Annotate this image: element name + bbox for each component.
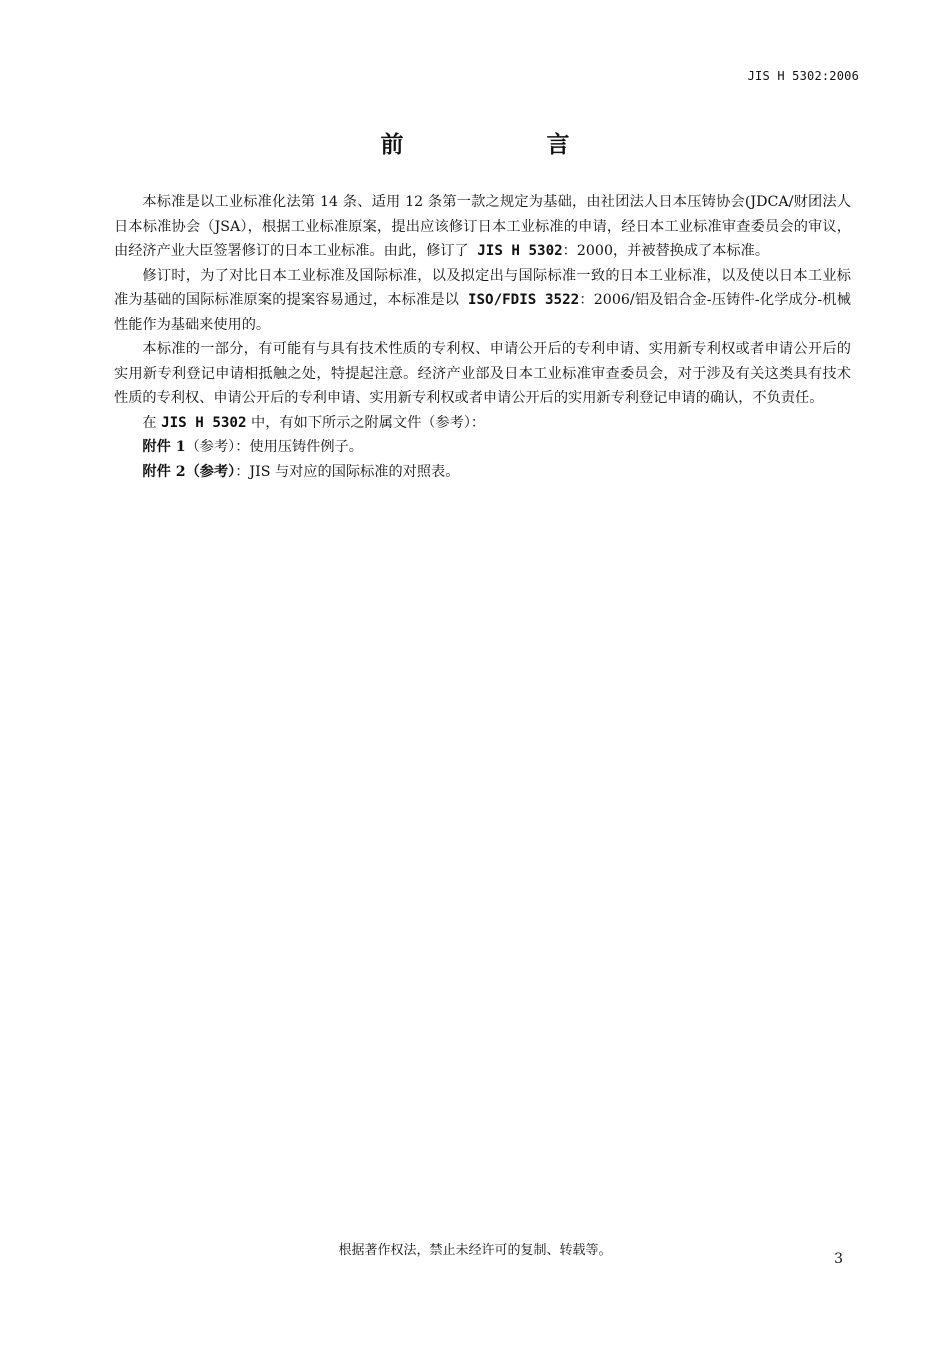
document-code: JIS H 5302:2006 (747, 69, 859, 83)
annex-label: 附件 1 (142, 439, 186, 455)
paragraph-text: 修订时，为了对比日本工业标准及国际标准，以及拟定出与国际标准一致的日本工业标准，以及使以日本工业标准为基础的国际标准原案的提案容易通过，本标准是以 (114, 267, 851, 308)
document-body (114, 190, 851, 484)
page-title: 前 言 (380, 132, 630, 158)
paragraph-text: ：2006/铝及铝合金-压铸件-化学成分-机械性能作为基础来使用的。 (114, 292, 851, 333)
standard-reference: ISO/FDIS 3522 (459, 292, 580, 308)
paragraph-annex-intro (114, 411, 851, 436)
annex-item-2 (114, 460, 851, 485)
copyright-notice: 根据著作权法，禁止未经许可的复制、转载等。 (338, 1243, 612, 1258)
paragraph-text: 中，有如下所示之附属文件（参考）： (246, 414, 486, 431)
paragraph-patent-notice: 本标准的一部分，有可能有与具有技术性质的专利权、申请公开后的专利申请、实用新专利权或者申请公开后的实用新专利登记申请相抵触之处，特提起注意。经济产业部及日本工业标准审查委员会，对于涉及有关这类具有技术性质的专利权、申请公开后的专利申请、实用新专利权或者申请公开后的实用新专利登记申请的确认，不负责任。 (114, 341, 851, 406)
paragraph-text: 在 (142, 414, 162, 431)
annex-text: ：JIS 与对应的国际标准的对照表。 (235, 463, 460, 480)
paragraph-text: 本标准是以工业标准化法第 14 条、适用 12 条第一款之规定为基础，由社团法人日本压铸协会(JDCA/财团法人日本标准协会（JSA），根据工业标准原案，提出应该修订日本工业标准的申请，经日本工业标准审查委员会的审议，由经济产业大臣签署修订的日本工业标准。由此，修订了 (114, 194, 851, 259)
standard-reference: JIS H 5302 (161, 414, 247, 431)
annex-label: 附件 2（参考） (142, 463, 236, 480)
paragraph-text: ：2000，并被替换成了本标准。 (562, 243, 770, 259)
paragraph-revision-basis (114, 264, 851, 338)
annex-item-1 (114, 435, 851, 460)
page-number: 3 (834, 1251, 843, 1267)
standard-reference: JIS H 5302 (468, 243, 563, 259)
paragraph-standard-basis (114, 190, 851, 264)
annex-text: （参考）：使用压铸件例子。 (185, 439, 363, 455)
